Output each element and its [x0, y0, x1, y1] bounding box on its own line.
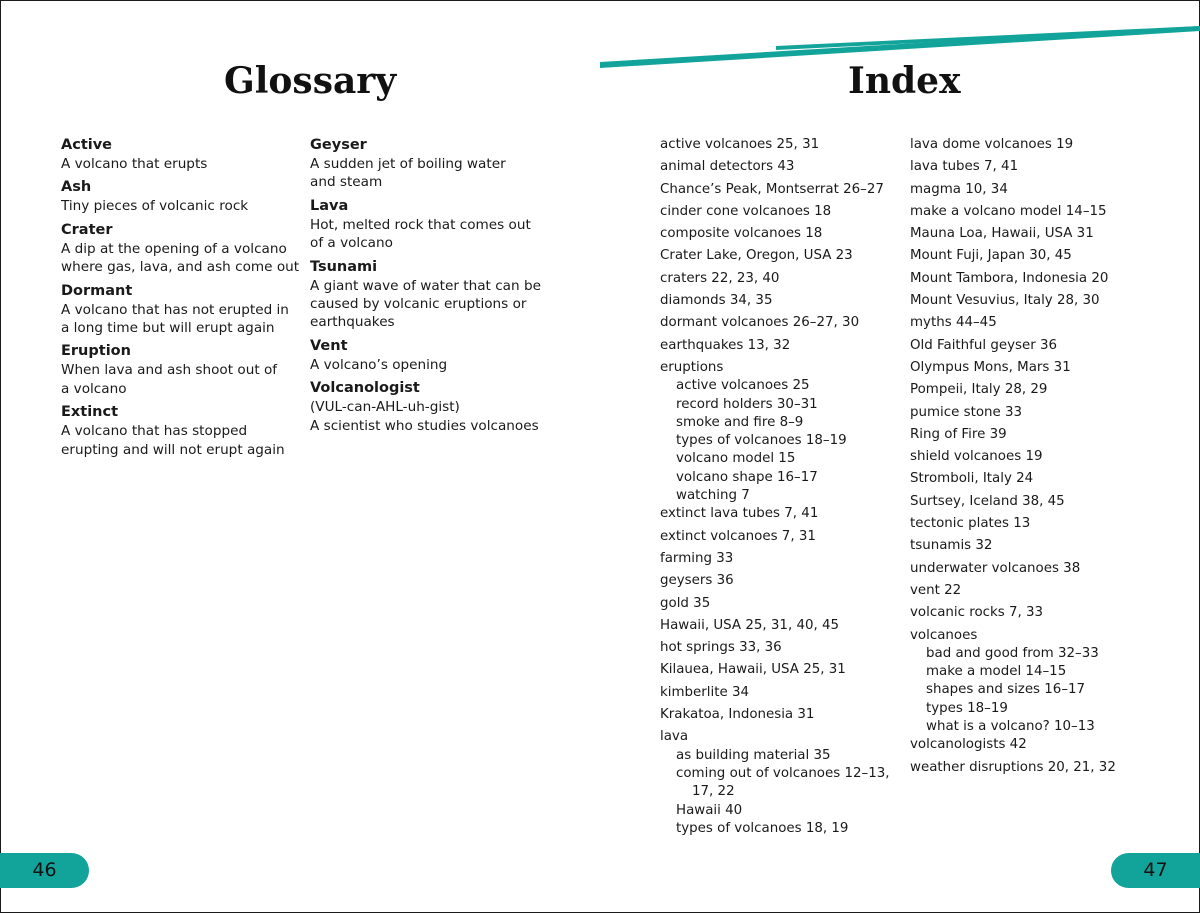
index-entry: earthquakes 13, 32 — [660, 337, 791, 353]
index-column-1 — [660, 136, 890, 838]
index-entry: tsunamis 32 — [910, 538, 993, 554]
glossary-term: Eruption — [61, 343, 131, 360]
index-entry: extinct volcanoes 7, 31 — [660, 528, 816, 544]
glossary-definition: A volcano that has not erupted in a long time but will erupt again — [61, 301, 289, 337]
index-entry: volcanoes — [910, 627, 978, 643]
index-entry: Chance’s Peak, Montserrat 26–27 — [660, 181, 884, 197]
index-entry: tectonic plates 13 — [910, 516, 1031, 532]
index-column-2 — [910, 136, 1116, 777]
index-entry: pumice stone 33 — [910, 404, 1023, 420]
index-subentry: bad and good from 32–33 — [926, 645, 1099, 661]
glossary-term: Vent — [310, 337, 348, 354]
index-entry: dormant volcanoes 26–27, 30 — [660, 315, 860, 331]
glossary-definition: A dip at the opening of a volcano where gas, lava, and ash come out — [61, 240, 300, 276]
glossary-title: Glossary — [224, 60, 397, 102]
glossary-column-1 — [61, 136, 301, 459]
glossary-term: Volcanologist — [310, 380, 420, 397]
index-entry: animal detectors 43 — [660, 159, 795, 175]
index-entry: lava tubes 7, 41 — [910, 159, 1019, 175]
index-entry: kimberlite 34 — [660, 684, 749, 700]
index-subentry: watching 7 — [676, 488, 750, 504]
index-entry: Stromboli, Italy 24 — [910, 471, 1034, 487]
index-subentry: types of volcanoes 18, 19 — [676, 820, 849, 836]
index-entry: Hawaii, USA 25, 31, 40, 45 — [660, 617, 840, 633]
index-entry: Old Faithful geyser 36 — [910, 337, 1058, 353]
index-entry: shield volcanoes 19 — [910, 449, 1043, 465]
index-entry: volcanologists 42 — [910, 737, 1027, 753]
index-entry: active volcanoes 25, 31 — [660, 137, 820, 152]
index-entry: eruptions — [660, 359, 724, 375]
glossary-term: Extinct — [61, 404, 119, 421]
index-subentry: as building material 35 — [676, 747, 831, 763]
index-subentry: volcano model 15 — [676, 451, 796, 467]
glossary-definition: Tiny pieces of volcanic rock — [61, 198, 249, 215]
index-entry: Krakatoa, Indonesia 31 — [660, 707, 815, 723]
index-entry: Mount Tambora, Indonesia 20 — [910, 270, 1109, 286]
glossary-definition: When lava and ash shoot out of a volcano — [61, 362, 278, 397]
glossary-term: Crater — [61, 221, 113, 238]
index-subentry: volcano shape 16–17 — [676, 469, 818, 485]
index-subentry: record holders 30–31 — [676, 396, 818, 412]
glossary-term: Tsunami — [310, 258, 378, 275]
index-subentry: active volcanoes 25 — [676, 378, 810, 394]
page-number-right: 47 — [1111, 853, 1200, 888]
glossary-term: Ash — [61, 179, 92, 196]
index-entry: Crater Lake, Oregon, USA 23 — [660, 248, 853, 264]
index-entry: composite volcanoes 18 — [660, 226, 823, 242]
index-entry: lava dome volcanoes 19 — [910, 137, 1074, 152]
index-entry: Ring of Fire 39 — [910, 426, 1007, 442]
index-entry: Kilauea, Hawaii, USA 25, 31 — [660, 662, 846, 678]
index-entry: Mount Fuji, Japan 30, 45 — [910, 248, 1072, 264]
glossary-definition: A volcano that has stopped erupting and will not erupt again — [61, 423, 285, 458]
index-entry: Surtsey, Iceland 38, 45 — [910, 493, 1065, 509]
glossary-definition: A sudden jet of boiling water and steam — [310, 156, 506, 191]
index-entry: cinder cone volcanoes 18 — [660, 203, 832, 219]
index-entry: geysers 36 — [660, 573, 734, 589]
glossary-term: Lava — [310, 197, 349, 214]
index-entry: diamonds 34, 35 — [660, 293, 773, 309]
page-number-left: 46 — [0, 853, 89, 888]
index-subentry-continuation: 17, 22 — [692, 784, 735, 800]
index-entry: farming 33 — [660, 550, 734, 566]
index-entry: craters 22, 23, 40 — [660, 270, 780, 286]
glossary-term: Active — [61, 137, 113, 153]
glossary-term: Dormant — [61, 282, 133, 299]
index-entry: Pompeii, Italy 28, 29 — [910, 382, 1048, 398]
index-entry: weather disruptions 20, 21, 32 — [910, 759, 1116, 775]
index-entry: vent 22 — [910, 582, 962, 598]
index-subentry: make a model 14–15 — [926, 664, 1067, 680]
index-subentry: Hawaii 40 — [676, 802, 743, 818]
index-entry: hot springs 33, 36 — [660, 640, 782, 656]
glossary-term: Geyser — [310, 137, 367, 153]
index-entry: Olympus Mons, Mars 31 — [910, 359, 1071, 375]
index-subentry: coming out of volcanoes 12–13, — [676, 765, 890, 781]
glossary-definition: Hot, melted rock that comes out of a volcano — [310, 216, 531, 252]
glossary-definition: A giant wave of water that can be caused by volcanic eruptions or earthquakes — [310, 277, 541, 331]
glossary-definition: A volcano that erupts — [61, 156, 208, 172]
index-subentry: shapes and sizes 16–17 — [926, 682, 1086, 698]
index-entry: gold 35 — [660, 595, 711, 611]
glossary-column-2 — [310, 136, 550, 435]
index-entry: Mount Vesuvius, Italy 28, 30 — [910, 293, 1100, 309]
index-title: Index — [848, 60, 961, 102]
index-entry: volcanic rocks 7, 33 — [910, 605, 1044, 621]
index-entry: myths 44–45 — [910, 315, 997, 331]
index-entry: magma 10, 34 — [910, 181, 1008, 197]
glossary-definition: A volcano’s opening — [310, 356, 448, 373]
index-entry: lava — [660, 729, 689, 745]
index-entry: extinct lava tubes 7, 41 — [660, 506, 819, 522]
index-entry: Mauna Loa, Hawaii, USA 31 — [910, 226, 1094, 242]
index-subentry: types of volcanoes 18–19 — [676, 433, 847, 449]
index-entry: make a volcano model 14–15 — [910, 203, 1107, 219]
glossary-definition: (VUL-can-AHL-uh-gist) A scientist who studies volcanoes — [310, 399, 539, 434]
index-subentry: types 18–19 — [926, 700, 1008, 716]
index-subentry: what is a volcano? 10–13 — [926, 719, 1095, 735]
index-subentry: smoke and fire 8–9 — [676, 414, 804, 430]
index-entry: underwater volcanoes 38 — [910, 560, 1081, 576]
teal-stripe-decoration — [0, 0, 1200, 80]
